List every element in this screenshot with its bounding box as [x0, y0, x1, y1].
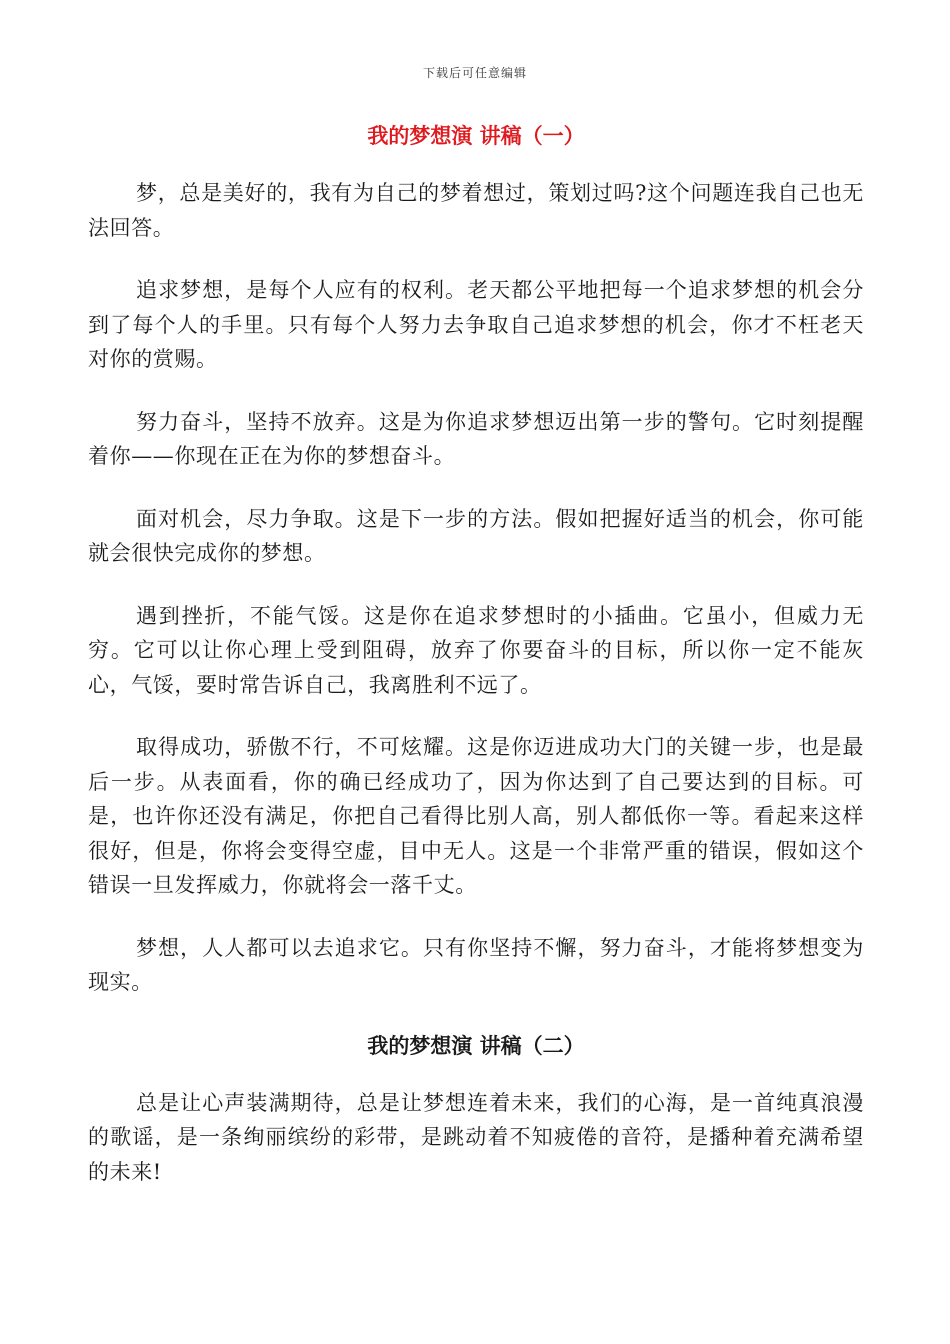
section-1-paragraph: 努力奋斗，坚持不放弃。这是为你追求梦想迈出第一步的警句。它时刻提醒着你——你现在正在为你的梦想奋斗。 [88, 409, 864, 468]
section-1-paragraph: 追求梦想，是每个人应有的权利。老天都公平地把每一个追求梦想的机会分到了每个人的手里。只有每个人努力去争取自己追求梦想的机会，你才不枉老天对你的赏赐。 [88, 278, 864, 371]
section-1-paragraph: 梦想，人人都可以去追求它。只有你坚持不懈，努力奋斗，才能将梦想变为现实。 [88, 935, 864, 994]
section-1-paragraph: 遇到挫折，不能气馁。这是你在追求梦想时的小插曲。它虽小，但威力无穷。它可以让你心理上受到阻碍，放弃了你要奋斗的目标，所以你一定不能灰心，气馁，要时常告诉自己，我离胜利不远了。 [88, 603, 864, 697]
section-2-title: 我的梦想演 讲稿（二） [367, 1032, 585, 1058]
section-1-title: 我的梦想演 讲稿（一） [367, 123, 585, 148]
section-1-paragraph: 面对机会，尽力争取。这是下一步的方法。假如把握好适当的机会，你可能就会很快完成你的梦想。 [88, 506, 864, 565]
document-body [88, 118, 864, 1217]
section-2-paragraph: 总是让心声装满期待，总是让梦想连着未来，我们的心海，是一首纯真浪漫的歌谣，是一条绚丽缤纷的彩带，是跳动着不知疲倦的音符，是播种着充满希望的未来! [88, 1090, 864, 1184]
header-note: 下载后可任意编辑 [422, 66, 527, 80]
section-1-paragraph: 梦，总是美好的，我有为自己的梦着想过，策划过吗?这个问题连我自己也无法回答。 [88, 181, 864, 240]
section-1-paragraph: 取得成功，骄傲不行，不可炫耀。这是你迈进成功大门的关键一步，也是最后一步。从表面看，你的确已经成功了，因为你达到了自己要达到的目标。可是，也许你还没有满足，你把自己看得比别人高，别人都低你一等。看起来这样很好，但是，你将会变得空虚，目中无人。这是一个非常严重的错误，假如这个错误一旦发挥威力，你就将会一落千丈。 [88, 735, 864, 897]
